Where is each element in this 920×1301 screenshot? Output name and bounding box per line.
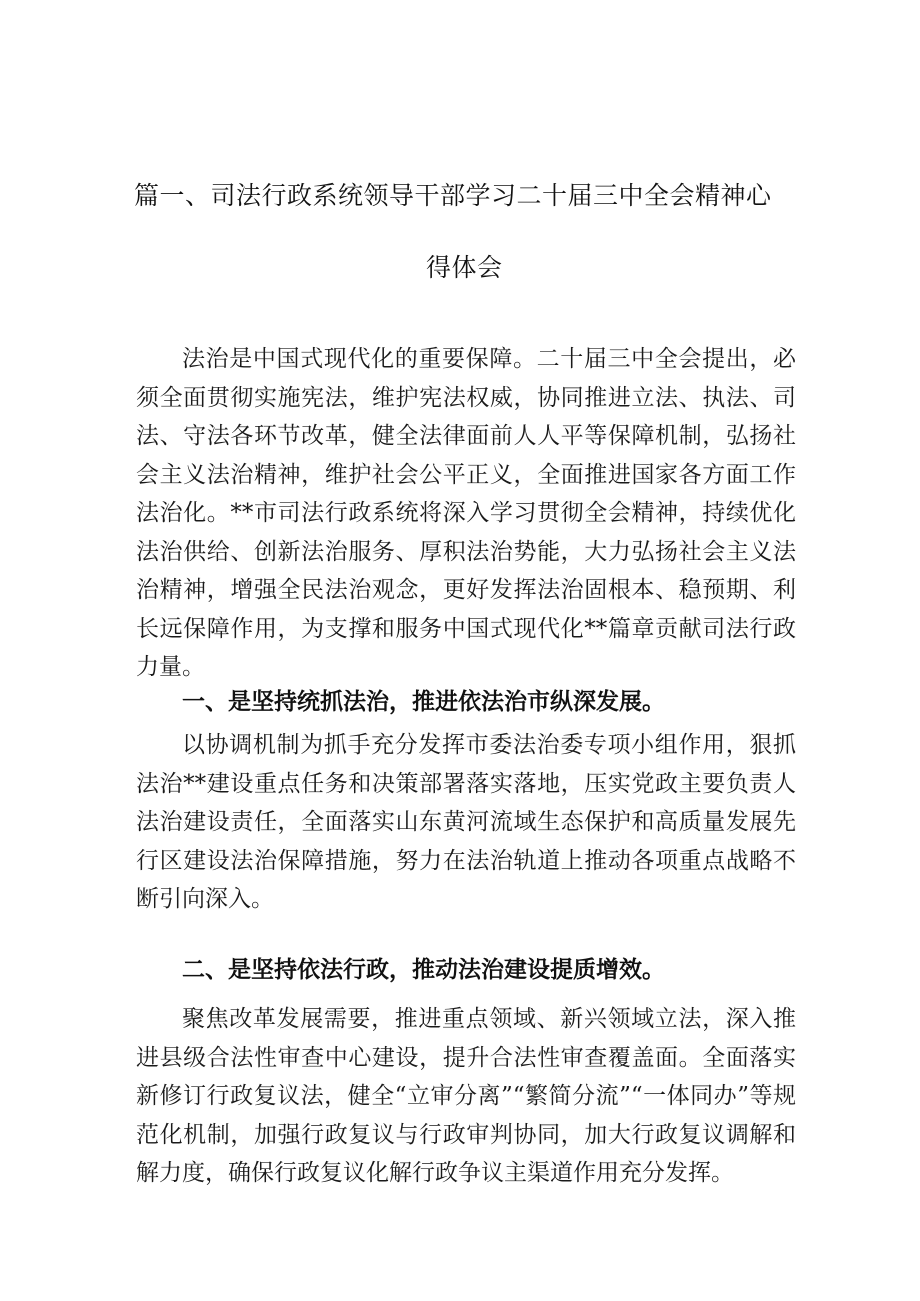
document-title-line-1: 篇一、司法行政系统领导干部学习二十届三中全会精神心: [134, 181, 772, 210]
body-paragraph-3: 聚焦改革发展需要，推进重点领域、新兴领域立法，深入推进县级合法性审查中心建设，提升合法性审查覆盖面。全面落实新修订行政复议法，健全“立审分离”“繁简分流”“一体同办”等规范化机制，加强行政复议与行政审判协同，加大行政复议调解和解力度，确保行政复议化解行政争议主渠道作用充分发挥。: [136, 1006, 796, 1186]
document-title-line-2: 得体会: [426, 253, 503, 282]
section-heading-2: 二、是坚持依法行政，推动法治建设提质增效。: [182, 957, 665, 983]
body-paragraph-2: 以协调机制为抓手充分发挥市委法治委专项小组作用，狠抓法治**建设重点任务和决策部署落实落地，压实党政主要负责人法治建设责任，全面落实山东黄河流域生态保护和高质量发展先行区建设法治保障措施，努力在法治轨道上推动各项重点战略不断引向深入。: [136, 732, 796, 912]
section-heading-1: 一、是坚持统抓法治，推进依法治市纵深发展。: [182, 689, 665, 715]
body-paragraph-1: 法治是中国式现代化的重要保障。二十届三中全会提出，必须全面贯彻实施宪法，维护宪法权威，协同推进立法、执法、司法、守法各环节改革，健全法律面前人人平等保障机制，弘扬社会主义法治精神，维护社会公平正义，全面推进国家各方面工作法治化。**市司法行政系统将深入学习贯彻全会精神，持续优化法治供给、创新法治服务、厚积法治势能，大力弘扬社会主义法治精神，增强全民法治观念，更好发挥法治固根本、稳预期、利长远保障作用，为支撑和服务中国式现代化**篇章贡献司法行政力量。: [136, 346, 796, 680]
